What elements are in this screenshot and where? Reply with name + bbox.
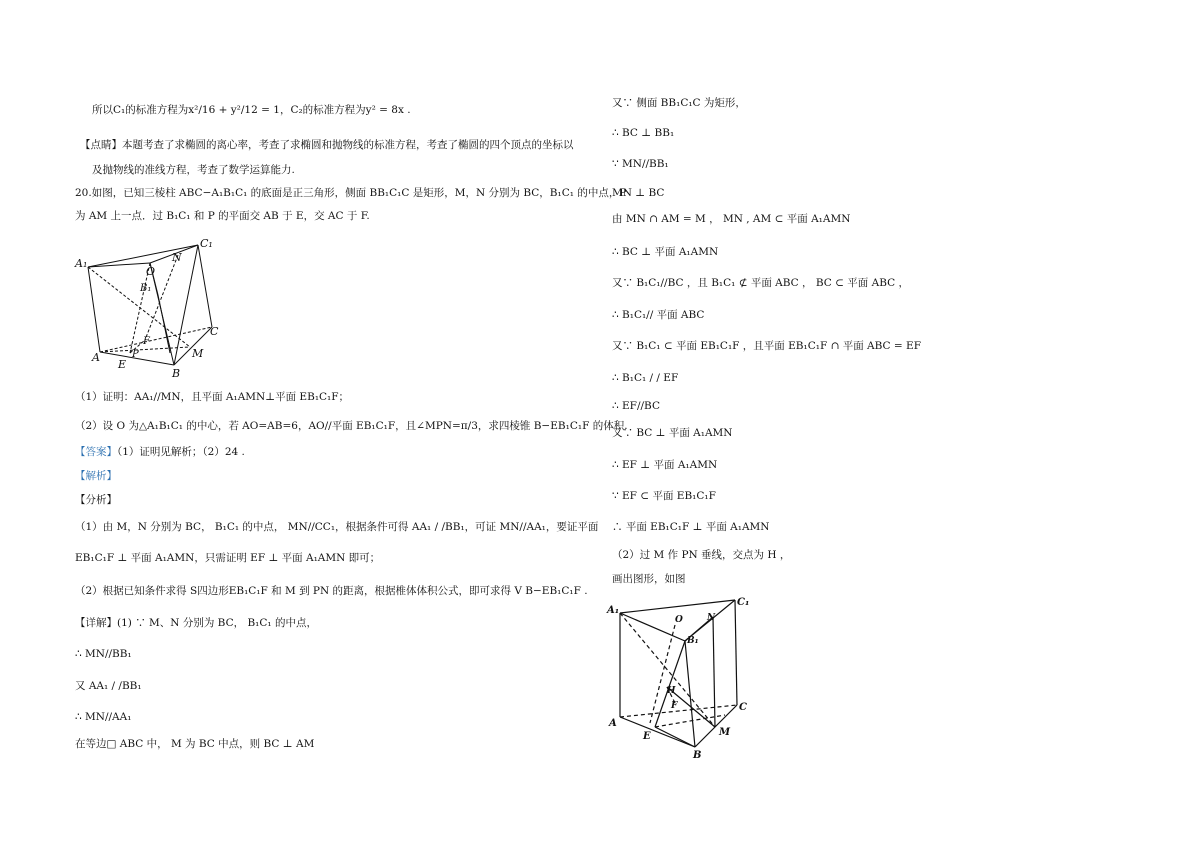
text-line: （1）证明：AA₁//MN，且平面 A₁AMN⊥平面 EB₁C₁F； [75,391,350,403]
text-line: 又∵ B₁C₁//BC ，且 B₁C₁ ⊄ 平面 ABC ， BC ⊂ 平面 ABC ， [612,277,910,289]
text-line: 在等边□ ABC 中， M 为 BC 中点，则 BC ⊥ AM [75,738,315,750]
text-line: 又 AA₁ / /BB₁ [75,680,142,692]
label-M: M [192,347,204,360]
text-line: ∴ B₁C₁ / / EF [612,372,679,384]
text-line: ∴ B₁C₁// 平面 ABC [612,309,705,321]
text-line: 为 AM 上一点．过 B₁C₁ 和 P 的平面交 AB 于 E，交 AC 于 F. [75,210,370,222]
label-E: E [643,731,651,742]
text-line: ∴ MN//AA₁ [75,711,132,723]
answer-tag: 【答案】 [75,446,117,458]
label-A1: A₁ [75,257,88,270]
text-line: （2）根据已知条件求得 S四边形EB₁C₁F 和 M 到 PN 的距离，根据椎体体积公式，即可求得 V B−EB₁C₁F . [75,585,588,597]
label-M: M [719,727,731,738]
text-line: 又∵ B₁C₁ ⊂ 平面 EB₁C₁F ，且平面 EB₁C₁F ∩ 平面 ABC = EF [612,340,921,352]
text-line: ∴ BC ⊥ 平面 A₁AMN [612,246,719,258]
label-O: O [675,615,683,625]
question-title: 20.如图，已知三棱柱 ABC−A₁B₁C₁ 的底面是正三角形，侧面 BB₁C₁C 是矩形，M，N 分别为 BC，B₁C₁ 的中点，P [75,187,627,199]
label-B: B [693,750,702,760]
label-F: F [671,701,678,711]
label-A: A [609,718,617,729]
text-line: 由 MN ∩ AM = M ， MN , AM ⊂ 平面 A₁AMN [612,213,851,225]
text-line: ∴ EF//BC [612,400,660,412]
text-line: EB₁C₁F ⊥ 平面 A₁AMN，只需证明 EF ⊥ 平面 A₁AMN 即可； [75,552,381,564]
analysis-tag: 【解析】 [75,470,117,482]
text-line: ∴ MN//BB₁ [75,648,132,660]
label-B1: B₁ [687,636,699,646]
text-line: （2）设 O 为△A₁B₁C₁ 的中心，若 AO=AB=6，AO//平面 EB₁C₁F，且∠MPN=π/3，求四棱锥 B−EB₁C₁F 的体积. [75,420,628,432]
label-H: H [667,686,676,696]
text-line: ∴ 平面 EB₁C₁F ⊥ 平面 A₁AMN [612,521,770,533]
text-line: 所以C₁的标准方程为x²/16 + y²/12 = 1，C₂的标准方程为y² = 8x . [92,104,411,116]
label-N: N [707,613,716,623]
label-E: E [118,358,127,371]
label-B: B [172,367,181,380]
prism-figure-2 [605,595,755,760]
label-C1: C₁ [200,237,213,250]
label-B1: B₁ [140,283,152,294]
prism-figure-1 [70,235,230,380]
answer-text: （1）证明见解析；（2）24 . [117,446,245,458]
text-line: 又∵ BC ⊥ 平面 A₁AMN [612,427,733,439]
text-line: 【点睛】本题考查了求椭圆的离心率，考查了求椭圆和抛物线的标准方程，考查了椭圆的四个顶点的坐标以 [80,139,574,151]
label-C1: C₁ [737,597,750,608]
text-line: 及抛物线的准线方程，考查了数学运算能力. [92,164,295,176]
label-C: C [739,702,747,713]
label-O: O [146,265,156,278]
answer-line [75,445,245,459]
text-line: 画出图形，如图 [612,573,686,585]
text-line: ∵ EF ⊂ 平面 EB₁C₁F [612,490,716,502]
label-A: A [92,351,100,364]
section-tag: 【分析】 [75,494,117,506]
label-F: F [143,336,150,347]
text-line: （1）由 M，N 分别为 BC， B₁C₁ 的中点， MN//CC₁，根据条件可得 AA₁ / /BB₁，可证 MN//AA₁，要证平面 [75,521,599,533]
label-C: C [210,325,219,338]
text-line: ∴ BC ⊥ BB₁ [612,127,675,139]
label-A1: A₁ [607,605,620,616]
text-line: 【详解】(1) ∵ M、N 分别为 BC， B₁C₁ 的中点， [75,617,317,629]
text-line: ∴ EF ⊥ 平面 A₁AMN [612,459,718,471]
text-line: 又∵ 侧面 BB₁C₁C 为矩形， [612,97,746,109]
text-line: MN ⊥ BC [612,187,665,199]
text-line: （2）过 M 作 PN 垂线，交点为 H ， [612,549,791,561]
label-P: P [132,349,139,360]
text-line: ∵ MN//BB₁ [612,158,669,170]
label-N: N [172,251,182,264]
